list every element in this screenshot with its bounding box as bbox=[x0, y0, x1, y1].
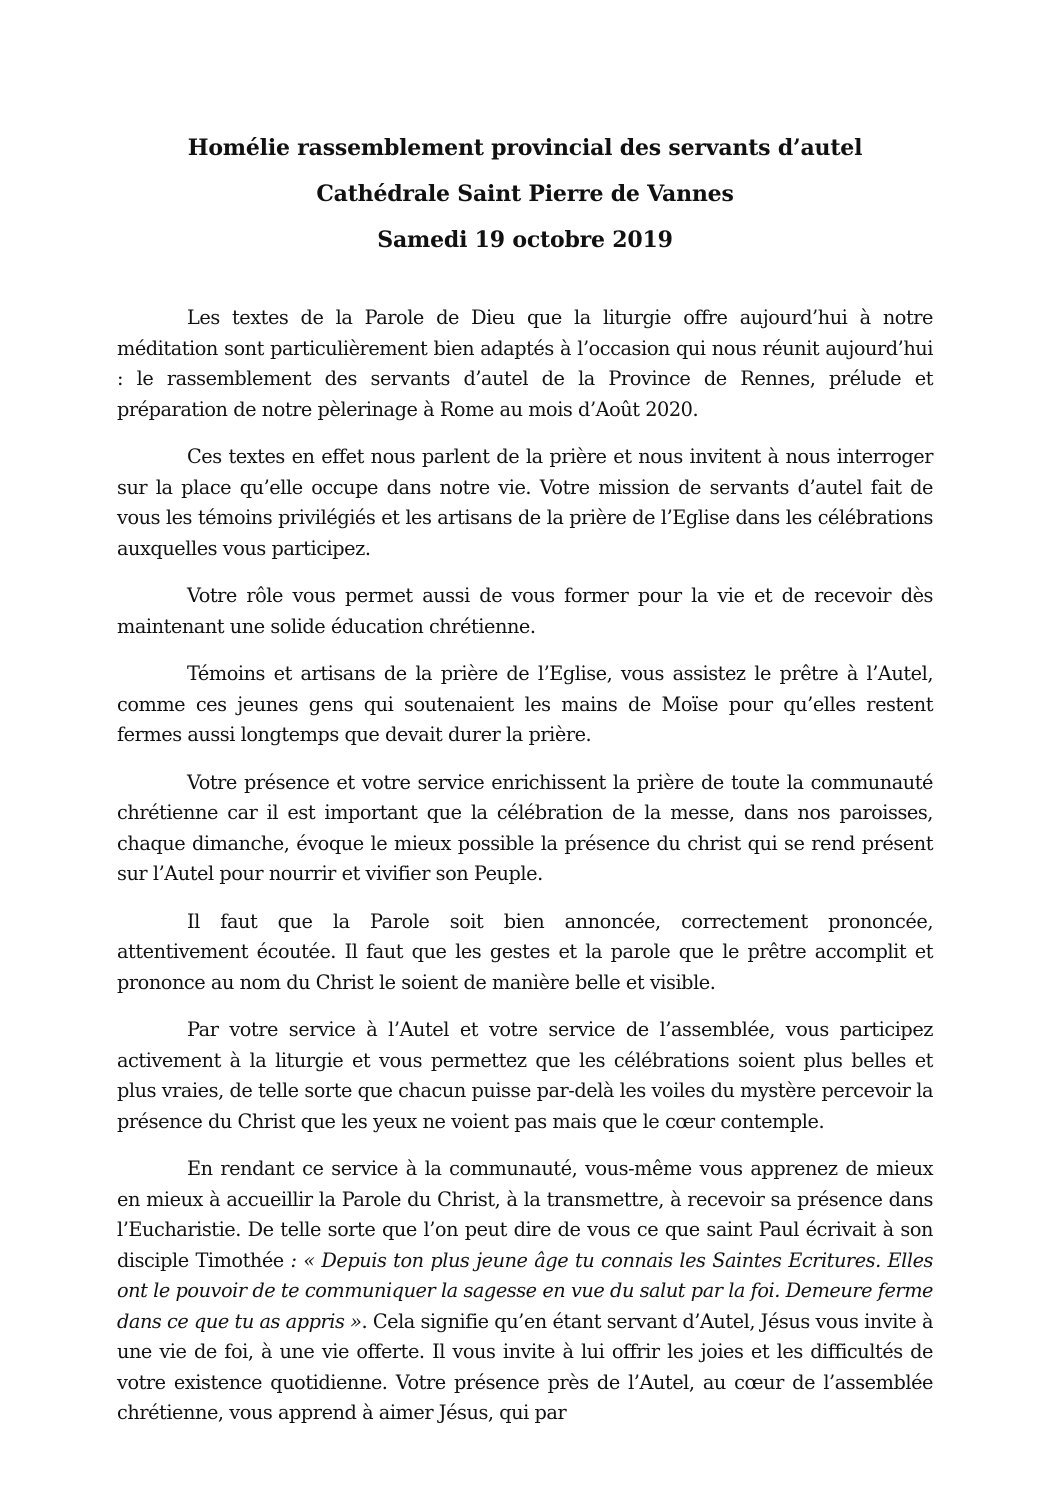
document-date: Samedi 19 octobre 2019 bbox=[377, 227, 673, 253]
paragraph: Témoins et artisans de la prière de l’Eglise, vous assistez le prêtre à l’Autel, comme ces jeunes gens qui soutenaient les mains de Moïse pour qu’elles restent fermes aussi longtemps que devait durer la prière. bbox=[117, 662, 933, 746]
paragraph: Ces textes en effet nous parlent de la prière et nous invitent à nous interroger sur la place qu’elle occupe dans notre vie. Votre mission de servants d’autel fait de vous les témoins privilégiés et les artisans de la prière de l’Eglise dans les célébrations auxquelles vous participez. bbox=[117, 445, 933, 560]
paragraph: Votre rôle vous permet aussi de vous former pour la vie et de recevoir dès maintenant une solide éducation chrétienne. bbox=[117, 584, 933, 638]
paragraph-text: En rendant ce service à la communauté, vous-même vous apprenez de mieux en mieux à accueillir la Parole du Christ, à la transmettre, à recevoir sa présence dans l’Eucharistie. De telle sorte que l’on peut dire de vous ce que saint Paul écrivait à son disciple Timothée bbox=[117, 1157, 933, 1272]
paragraph: Votre présence et votre service enrichissent la prière de toute la communauté chrétienne car il est important que la célébration de la messe, dans nos paroisses, chaque dimanche, évoque le mieux possible la présence du christ qui se rend présent sur l’Autel pour nourrir et vivifier son Peuple. bbox=[117, 770, 933, 885]
scripture-quote: : « Depuis ton plus jeune âge tu connais les Saintes Ecritures. Elles ont le pouvoir de te communiquer la sagesse en vue du salut par la foi. Demeure ferme dans ce que tu as appris » bbox=[117, 1248, 933, 1333]
document-page bbox=[117, 125, 933, 1446]
paragraph: Par votre service à l’Autel et votre service de l’assemblée, vous participez activement à la liturgie et vous permettez que les célébrations soient plus belles et plus vraies, de telle sorte que chacun puisse par-delà les voiles du mystère percevoir la présence du Christ que les yeux ne voient pas mais que le cœur contemple. bbox=[117, 1018, 933, 1133]
paragraph: Les textes de la Parole de Dieu que la liturgie offre aujourd’hui à notre méditation sont particulièrement bien adaptés à l’occasion qui nous réunit aujourd’hui : le rassemblement des servants d’autel de la Province de Rennes, prélude et préparation de notre pèlerinage à Rome au mois d’Août 2020. bbox=[117, 306, 933, 421]
paragraph-text: . Cela signifie qu’en étant servant d’Autel, Jésus vous invite à une vie de foi, à une vie offerte. Il vous invite à lui offrir les joies et les difficultés de votre existence quotidienne. Votre présence près de l’Autel, au cœur de l’assemblée chrétienne, vous apprend à aimer Jésus, qui par bbox=[117, 1309, 933, 1424]
paragraph-with-quote bbox=[117, 1154, 933, 1429]
document-title: Homélie rassemblement provincial des servants d’autel bbox=[187, 135, 863, 161]
document-location: Cathédrale Saint Pierre de Vannes bbox=[316, 181, 734, 207]
paragraph: Il faut que la Parole soit bien annoncée, correctement prononcée, attentivement écoutée. Il faut que les gestes et la parole que le prêtre accomplit et prononce au nom du Christ le soient de manière belle et visible. bbox=[117, 909, 933, 994]
document-title-block bbox=[117, 125, 933, 263]
